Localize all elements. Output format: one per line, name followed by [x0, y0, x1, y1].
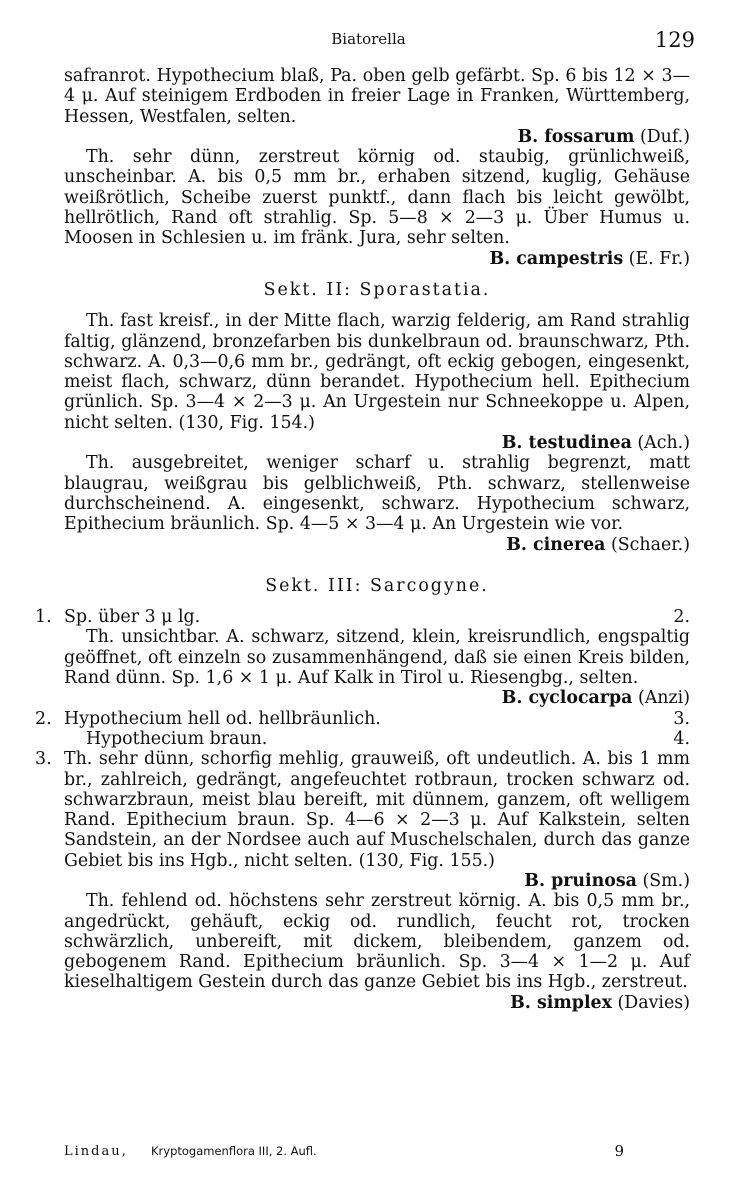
species-line: [64, 535, 690, 555]
signature-mark: 9: [614, 1142, 624, 1160]
section-heading: Sekt. III: Sarcogyne.: [265, 575, 489, 596]
species-authority: (Schaer.): [610, 534, 690, 555]
key-line: [64, 607, 690, 627]
footer-author: Lindau,: [64, 1144, 128, 1159]
species-authority: (Sm.): [642, 870, 690, 891]
description-paragraph: Th. ausgebreitet, weniger scharf u. strahlig begrenzt, matt blaugrau, weißgrau bis gelblichweiß, Pth. schwarz, stellenweise durchscheinend. A. eingesenkt, schwarz. Hypothecium schwarz, Epithecium bräunlich. Sp. 4—5 × 3—4 μ. An Urgestein wie vor.: [64, 453, 690, 535]
species-name: B. fossarum: [517, 126, 635, 147]
species-line: [64, 871, 690, 891]
species-name: B. campestris: [489, 248, 624, 269]
key-item: [35, 607, 690, 628]
species-line: [64, 127, 690, 147]
key-line: [64, 709, 690, 729]
running-head: [0, 28, 737, 58]
running-title: Biatorella: [331, 30, 406, 48]
species-authority: (Ach.): [637, 433, 690, 454]
key-reference: 3.: [673, 708, 690, 729]
description-paragraph: Th. fast kreisf., in der Mitte flach, warzig felderig, am Rand strahlig faltig, glänzend, bronzefarben bis dunkelbraun od. braunschwarz, Pth. schwarz. A. 0,3—0,6 mm br., gedrängt, oft eckig gebogen, eingesenkt, meist flach, schwarz, dünn berandet. Hypothecium hell. Epithecium grünlich. Sp. 3—4 × 2—3 μ. An Urgestein nur Schneekoppe u. Alpen, nicht selten. (130, Fig. 154.): [64, 311, 690, 433]
spacer: [64, 300, 690, 311]
description-paragraph: safranrot. Hypothecium blaß, Pa. oben gelb gefärbt. Sp. 6 bis 12 × 3—4 μ. Auf steinigem Erdboden in freier Lage in Franken, Württemberg, Hessen, Westfalen, selten.: [64, 66, 690, 127]
key-reference: 2.: [673, 607, 690, 628]
species-name: B. simplex: [510, 992, 612, 1013]
body-text: [35, 66, 690, 1013]
species-line: [64, 993, 690, 1013]
species-name: B. cyclocarpa: [501, 688, 633, 709]
key-number: 2.: [35, 708, 52, 729]
species-line: [64, 249, 690, 269]
species-name: B. testudinea: [501, 433, 632, 454]
description-paragraph: Th. unsichtbar. A. schwarz, sitzend, klein, kreisrundlich, engspaltig geöffnet, oft einzeln so zusammenhängend, daß sie einen Kreis bilden, Rand dünn. Sp. 1,6 × 1 μ. Auf Kalk in Tirol u. Riesengbg., selten.: [64, 627, 690, 689]
species-authority: (Duf.): [639, 126, 690, 147]
page-footer: [64, 1144, 624, 1166]
key-item: [35, 749, 690, 871]
key-line: [64, 729, 690, 749]
spacer: [64, 596, 690, 607]
species-authority: (E. Fr.): [628, 248, 690, 269]
key-reference: 4.: [673, 728, 690, 749]
species-name: B. cinerea: [506, 534, 606, 555]
species-name: B. pruinosa: [524, 870, 637, 891]
description-paragraph: Th. sehr dünn, zerstreut körnig od. staubig, grünlichweiß, unscheinbar. A. bis 0,5 mm br., erhaben sitzend, kuglig, Gehäuse weißrötlich, Scheibe zuerst punktf., dann flach bis leicht gewölbt, hellrötlich, Rand oft strahlig. Sp. 5—8 × 2—3 μ. Über Humus u. Moosen in Schlesien u. im fränk. Jura, sehr selten.: [64, 147, 690, 249]
footer-title: Kryptogamenflora III, 2. Aufl.: [151, 1144, 317, 1158]
description-paragraph: Th. fehlend od. höchstens sehr zerstreut körnig. A. bis 0,5 mm br., angedrückt, gehäuft, eckig od. rundlich, feucht rot, trocken schwärzlich, unbereift, mit dickem, bleibendem, ganzem od. gebogenem Rand. Epithecium bräunlich. Sp. 3—4 × 1—2 μ. Auf kieselhaltigem Gestein durch das ganze Gebiet bis ins Hgb., zerstreut.: [64, 891, 690, 993]
key-text: Sp. über 3 μ lg.: [64, 607, 201, 628]
species-authority: (Anzi): [637, 688, 690, 709]
spacer: [64, 269, 690, 280]
section-heading: Sekt. II: Sporastatia.: [263, 279, 491, 300]
species-line: [64, 688, 690, 708]
key-number: 1.: [35, 607, 52, 628]
species-line: [64, 433, 690, 453]
spacer: [64, 555, 690, 576]
description-paragraph: Th. sehr dünn, schorfig mehlig, grauweiß, oft undeutlich. A. bis 1 mm br., zahlreich, gedrängt, angefeuchtet rotbraun, trocken schwarz od. schwarzbraun, meist blau bereift, mit dünnem, ganzem, oft welligem Rand. Epithecium braun. Sp. 4—6 × 2—3 μ. Auf Kalkstein, selten Sandstein, an der Nordsee auch auf Muschelschalen, durch das ganze Gebiet bis ins Hgb., nicht selten. (130, Fig. 155.): [64, 749, 690, 871]
key-number: 3.: [35, 749, 52, 770]
page-number: 129: [654, 28, 695, 52]
key-text: Hypothecium hell od. hellbräunlich.: [64, 708, 381, 729]
key-item: [35, 708, 690, 750]
key-text: Hypothecium braun.: [86, 728, 268, 749]
species-authority: (Davies): [617, 992, 690, 1013]
